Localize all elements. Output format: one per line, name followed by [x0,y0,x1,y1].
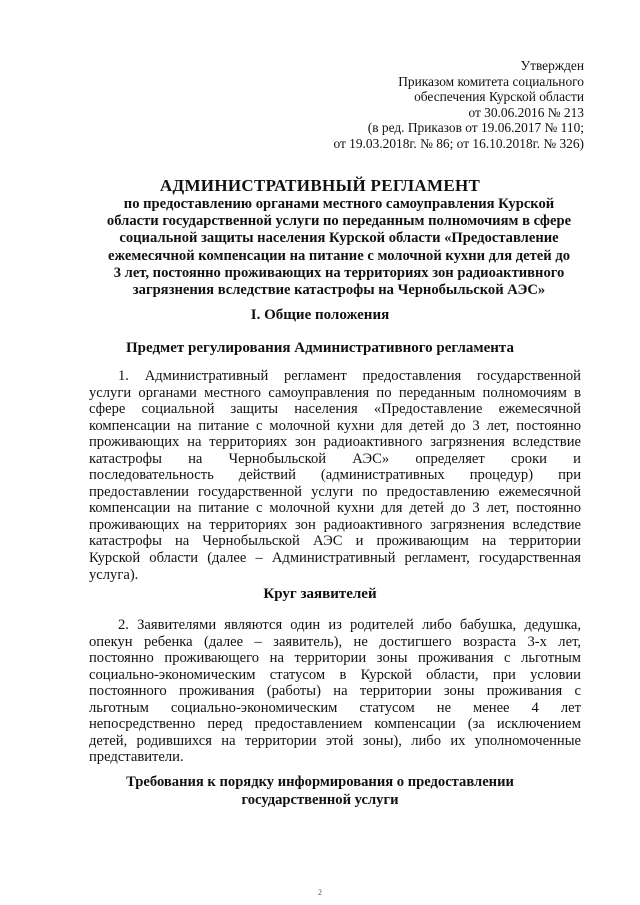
paragraph-line: 1. Административный регламент предоставления государственной [118,368,581,384]
subtitle-line: загрязнения вследствие катастрофы на Чернобыльской АЭС» [132,282,546,299]
paragraph-line: социально-экономическим статусом в Курской области, при условии [89,666,581,683]
page-number: 2 [318,888,322,897]
paragraph-line: компенсации на питание с молочной кухни для детей до 3 лет, постоянно [89,417,581,434]
subtitle-line: по предоставлению органами местного самоуправления Курской [123,196,555,212]
requirements-line: Требования к порядку информирования о предоставлении [126,774,514,790]
document-title: АДМИНИСТРАТИВНЫЙ РЕГЛАМЕНТ [159,176,481,195]
paragraph-line: Курской области (далее – Административный регламент, государственная [89,550,581,567]
paragraph-line: последовательность действий (административных процедур) при [89,467,581,484]
document-subtitle [92,196,586,299]
paragraph-line: сфере социальной защиты населения «Предоставление ежемесячной [89,401,581,418]
subtitle-line: области государственной услуги по переданным полномочиям в сфере [106,213,572,230]
approval-line: Приказом комитета социального [398,73,584,89]
paragraph-line: постоянно проживающего на территории зоны проживания с льготным [89,650,581,667]
paragraph-line: компенсации на питание с молочной кухни для детей до 3 лет, постоянно [89,500,581,517]
paragraph-line: детей, родившихся на территории этой зоны), либо их уполномоченные [89,732,581,749]
paragraph-line: опекун ребенка (далее – заявитель), не достигшего возраста 3-х лет, [89,633,581,650]
requirements-heading [60,773,580,809]
paragraph-line: предоставлении государственной услуги по предоставлению ежемесячной [89,483,581,500]
approval-line: (в ред. Приказов от 19.06.2017 № 110; [367,120,584,136]
approval-line: от 30.06.2016 № 213 [468,104,584,120]
paragraph-1 [89,368,581,583]
paragraph-line: постоянного проживания (работы) на территории зоны проживания с [89,683,581,700]
paragraph-line: катастрофы на Чернобыльской АЭС и проживающим на территории [89,533,581,550]
subtitle-line: социальной защиты населения Курской области «Предоставление [119,230,559,247]
section-heading: I. Общие положения [250,307,390,323]
paragraph-2 [89,617,581,766]
approval-line: от 19.03.2018г. № 86; от 16.10.2018г. № 326) [333,135,584,151]
approval-line: Утвержден [520,58,584,73]
paragraph-line: представители. [89,749,184,766]
paragraph-line: проживающих на территориях зон радиоактивного загрязнения вследствие [89,516,581,533]
approval-line: обеспечения Курской области [414,89,584,105]
paragraph-line: катастрофы на Чернобыльской АЭС» определяет сроки и [89,450,581,467]
approval-block [284,58,584,152]
paragraph-line: услуги органами местного самоуправления по переданным полномочиям в [89,384,581,401]
requirements-line: государственной услуги [241,792,399,808]
subtitle-line: 3 лет, постоянно проживающих на территориях зон радиоактивного [113,264,565,281]
paragraph-line: проживающих на территориях зон радиоактивного загрязнения вследствие [89,434,581,451]
applicants-heading: Круг заявителей [263,586,377,602]
paragraph-line: 2. Заявителями являются один из родителей либо бабушка, дедушка, [118,617,581,633]
subject-heading: Предмет регулирования Административного регламента [126,340,514,356]
paragraph-line: льготным социально-экономическим статусом не менее 4 лет [89,699,581,716]
paragraph-line: услуга). [89,566,139,583]
subtitle-line: ежемесячной компенсации на питание с молочной кухни для детей до [107,247,571,264]
paragraph-line: непосредственно перед предоставлением компенсации (за исключением [89,716,581,733]
